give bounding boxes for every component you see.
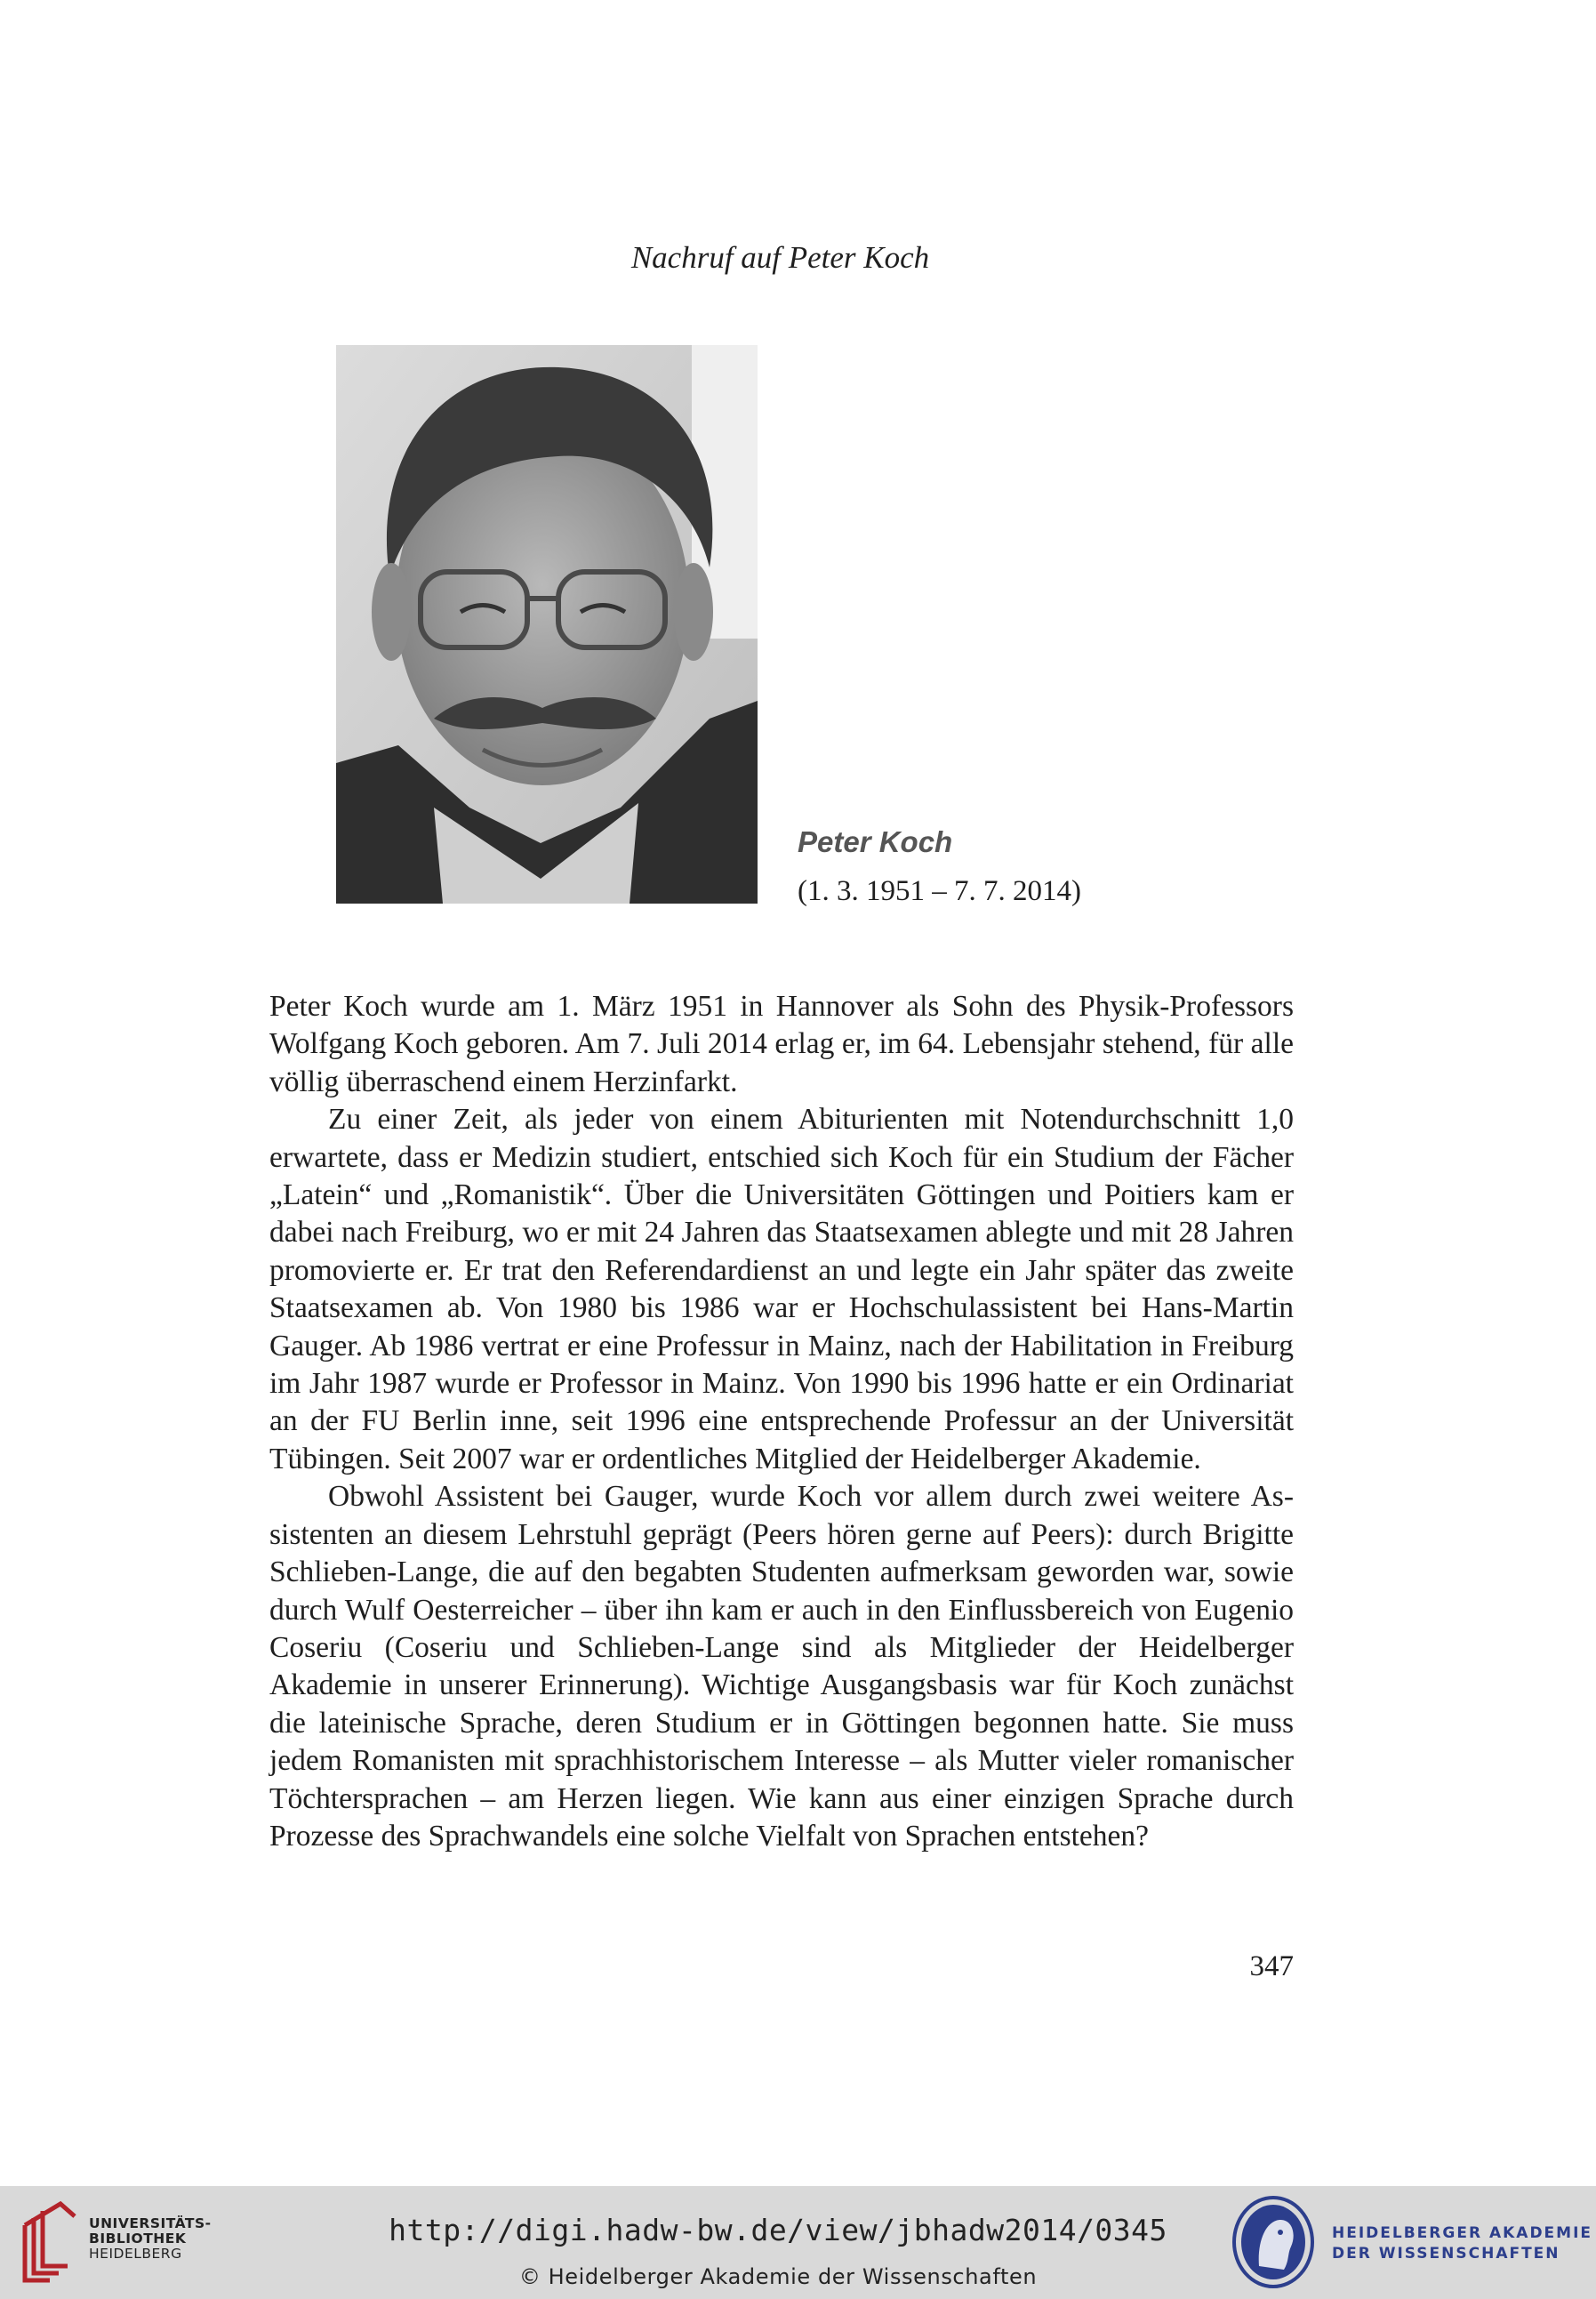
academy-seal-icon [1231, 2195, 1316, 2289]
academy-name [1332, 2223, 1592, 2264]
library-line: UNIVERSITÄTS- [89, 2215, 212, 2231]
page-number: 347 [1249, 1950, 1294, 1982]
source-url-link[interactable]: http://digi.hadw-bw.de/view/jbhadw2014/0345 [389, 2213, 1167, 2247]
library-line: BIBLIOTHEK [89, 2231, 187, 2247]
academy-line: DER WISSENSCHAFTEN [1332, 2245, 1560, 2263]
academy-line: HEIDELBERGER AKADEMIE [1332, 2224, 1593, 2242]
caption-dates: (1. 3. 1951 – 7. 7. 2014) [798, 875, 1081, 907]
portrait-illustration [336, 345, 758, 904]
paragraph: Obwohl Assistent bei Gauger, wurde Koch vor allem durch zwei weitere Assistenten an diesem Lehrstuhl geprägt (Peers hören gerne auf Peers): durch Brigitte Schlieben-Lange, die auf den begabten Studenten aufmerksam geworden war, sowie durch Wulf Oesterreicher – über ihn kam er auch in den Einflussbereich von Eugenio Coseriu (Coseriu und Schlieben-Lange sind als Mitglieder der Heidelberger Akademie in unserer Erinnerung). Wichtige Ausgangsbasis war für Koch zunächst die lateinische Sprache, deren Studium er in Göttingen begonnen hatte. Sie muss jedem Romanisten mit sprachhistorischem Interesse – als Mutter vieler romanischer Töchtersprachen – am Herzen liegen. Wie kann aus einer einzigen Sprache durch Prozesse des Sprachwandels eine solche Vielfalt von Sprachen entstehen? [269, 1480, 1294, 1853]
body-text [269, 988, 1294, 1855]
paragraph: Peter Koch wurde am 1. März 1951 in Hannover als Sohn des Physik-Professors Wolfgang Koch geboren. Am 7. Juli 2014 erlag er, im 64. Lebensjahr stehend, für alle völlig überraschend einem Herzinfarkt. [269, 990, 1294, 1098]
paragraph: Zu einer Zeit, als jeder von einem Abiturienten mit Notendurchschnitt 1,0 erwartete, dass er Medizin studiert, entschied sich Koch für ein Studium der Fächer „Latein“ und „Romanistik“. Über die Universitäten Göttingen und Poitiers kam er dabei nach Freiburg, wo er mit 24 Jahren das Staatsexamen ablegte und mit 28 Jahren promovierte er. Er trat den Referendardienst an und legte ein Jahr später das zweite Staatsexamen ab. Von 1980 bis 1986 war er Hochschulassistent bei Hans-Martin Gauger. Ab 1986 vertrat er eine Professur in Mainz, nach der Habilitation in Freiburg im Jahr 1987 wurde er Professor in Mainz. Von 1990 bis 1996 hatte er ein Ordinariat an der FU Berlin inne, seit 1996 eine entsprechende Professur an der Universität Tübingen. Seit 2007 war er ordentliches Mitglied der Heidelberger Akademie. [269, 1103, 1294, 1475]
portrait-photo [336, 345, 758, 904]
caption-name: Peter Koch [798, 825, 953, 858]
footer-bar [0, 2186, 1596, 2299]
library-line: HEIDELBERG [89, 2246, 182, 2262]
copyright-notice: © Heidelberger Akademie der Wissenschaften [518, 2264, 1038, 2289]
running-head: Nachruf auf Peter Koch [630, 240, 930, 275]
